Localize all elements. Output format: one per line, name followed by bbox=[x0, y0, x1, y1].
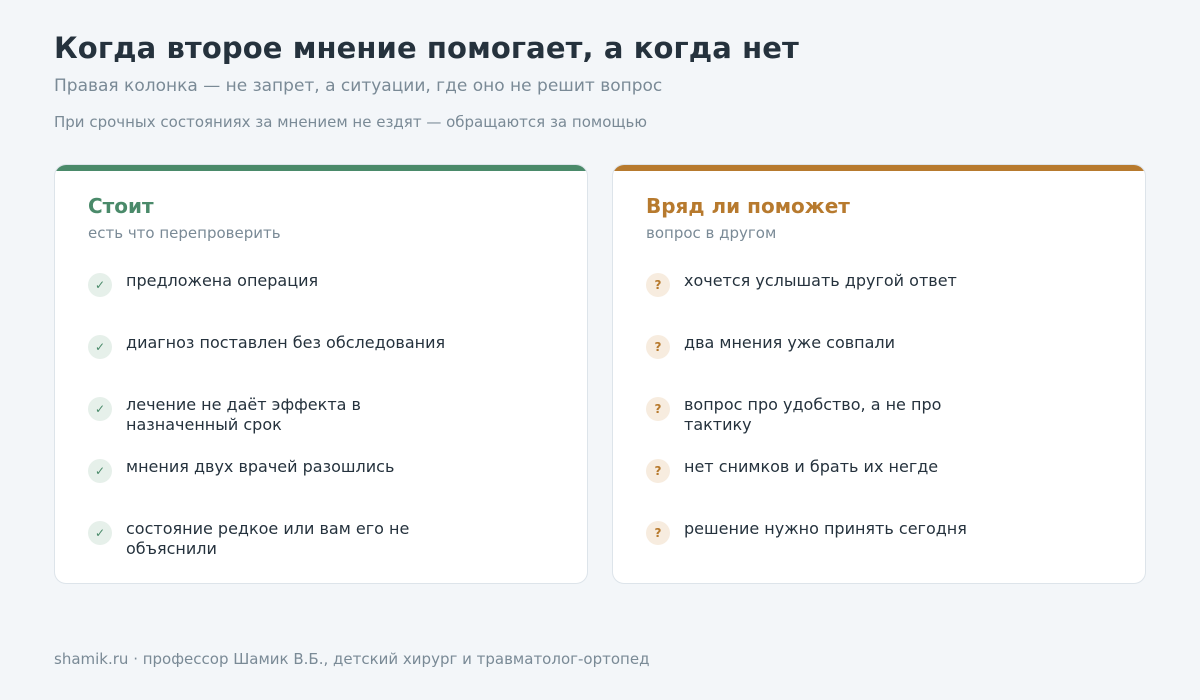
list-item bbox=[88, 457, 528, 519]
list-item-text: предложена операция bbox=[126, 271, 319, 290]
check-icon: ✓ bbox=[88, 335, 112, 359]
question-icon: ? bbox=[646, 335, 670, 359]
card-accent-bar bbox=[55, 165, 587, 171]
list-item bbox=[88, 395, 528, 457]
list-item bbox=[646, 333, 1086, 395]
question-icon: ? bbox=[646, 459, 670, 483]
list-item-text: лечение не даёт эффекта в назначенный срок bbox=[126, 395, 361, 434]
list-item bbox=[646, 271, 1086, 333]
list-item bbox=[88, 519, 528, 581]
list-item-text: два мнения уже совпали bbox=[684, 333, 896, 352]
list-item-text: хочется услышать другой ответ bbox=[684, 271, 957, 290]
check-icon: ✓ bbox=[88, 273, 112, 297]
card-title: Стоит bbox=[88, 194, 154, 218]
list-item bbox=[88, 271, 528, 333]
card-accent-bar bbox=[613, 165, 1145, 171]
page-title: Когда второе мнение помогает, а когда нет bbox=[54, 31, 799, 65]
list-item-text: мнения двух врачей разошлись bbox=[126, 457, 395, 476]
list-item bbox=[646, 395, 1086, 457]
footer-credit: shamik.ru · профессор Шамик В.Б., детский хирург и травматолог-ортопед bbox=[54, 650, 650, 668]
card-subtitle: вопрос в другом bbox=[646, 224, 777, 242]
check-icon: ✓ bbox=[88, 397, 112, 421]
card-worth-it bbox=[54, 164, 588, 584]
list-item-text: вопрос про удобство, а не про тактику bbox=[684, 395, 942, 434]
card-item-list bbox=[646, 271, 1086, 581]
question-icon: ? bbox=[646, 397, 670, 421]
list-item bbox=[646, 519, 1086, 581]
check-icon: ✓ bbox=[88, 459, 112, 483]
card-subtitle: есть что перепроверить bbox=[88, 224, 281, 242]
card-unlikely-to-help bbox=[612, 164, 1146, 584]
list-item bbox=[88, 333, 528, 395]
list-item bbox=[646, 457, 1086, 519]
card-item-list bbox=[88, 271, 528, 581]
card-title: Вряд ли поможет bbox=[646, 194, 850, 218]
page-subtitle: Правая колонка — не запрет, а ситуации, где оно не решит вопрос bbox=[54, 76, 663, 96]
list-item-text: решение нужно принять сегодня bbox=[684, 519, 967, 538]
list-item-text: диагноз поставлен без обследования bbox=[126, 333, 446, 352]
question-icon: ? bbox=[646, 273, 670, 297]
page-note: При срочных состояниях за мнением не ездят — обращаются за помощью bbox=[54, 113, 647, 131]
check-icon: ✓ bbox=[88, 521, 112, 545]
list-item-text: состояние редкое или вам его не объяснили bbox=[126, 519, 410, 558]
header bbox=[54, 30, 1146, 132]
question-icon: ? bbox=[646, 521, 670, 545]
list-item-text: нет снимков и брать их негде bbox=[684, 457, 939, 476]
